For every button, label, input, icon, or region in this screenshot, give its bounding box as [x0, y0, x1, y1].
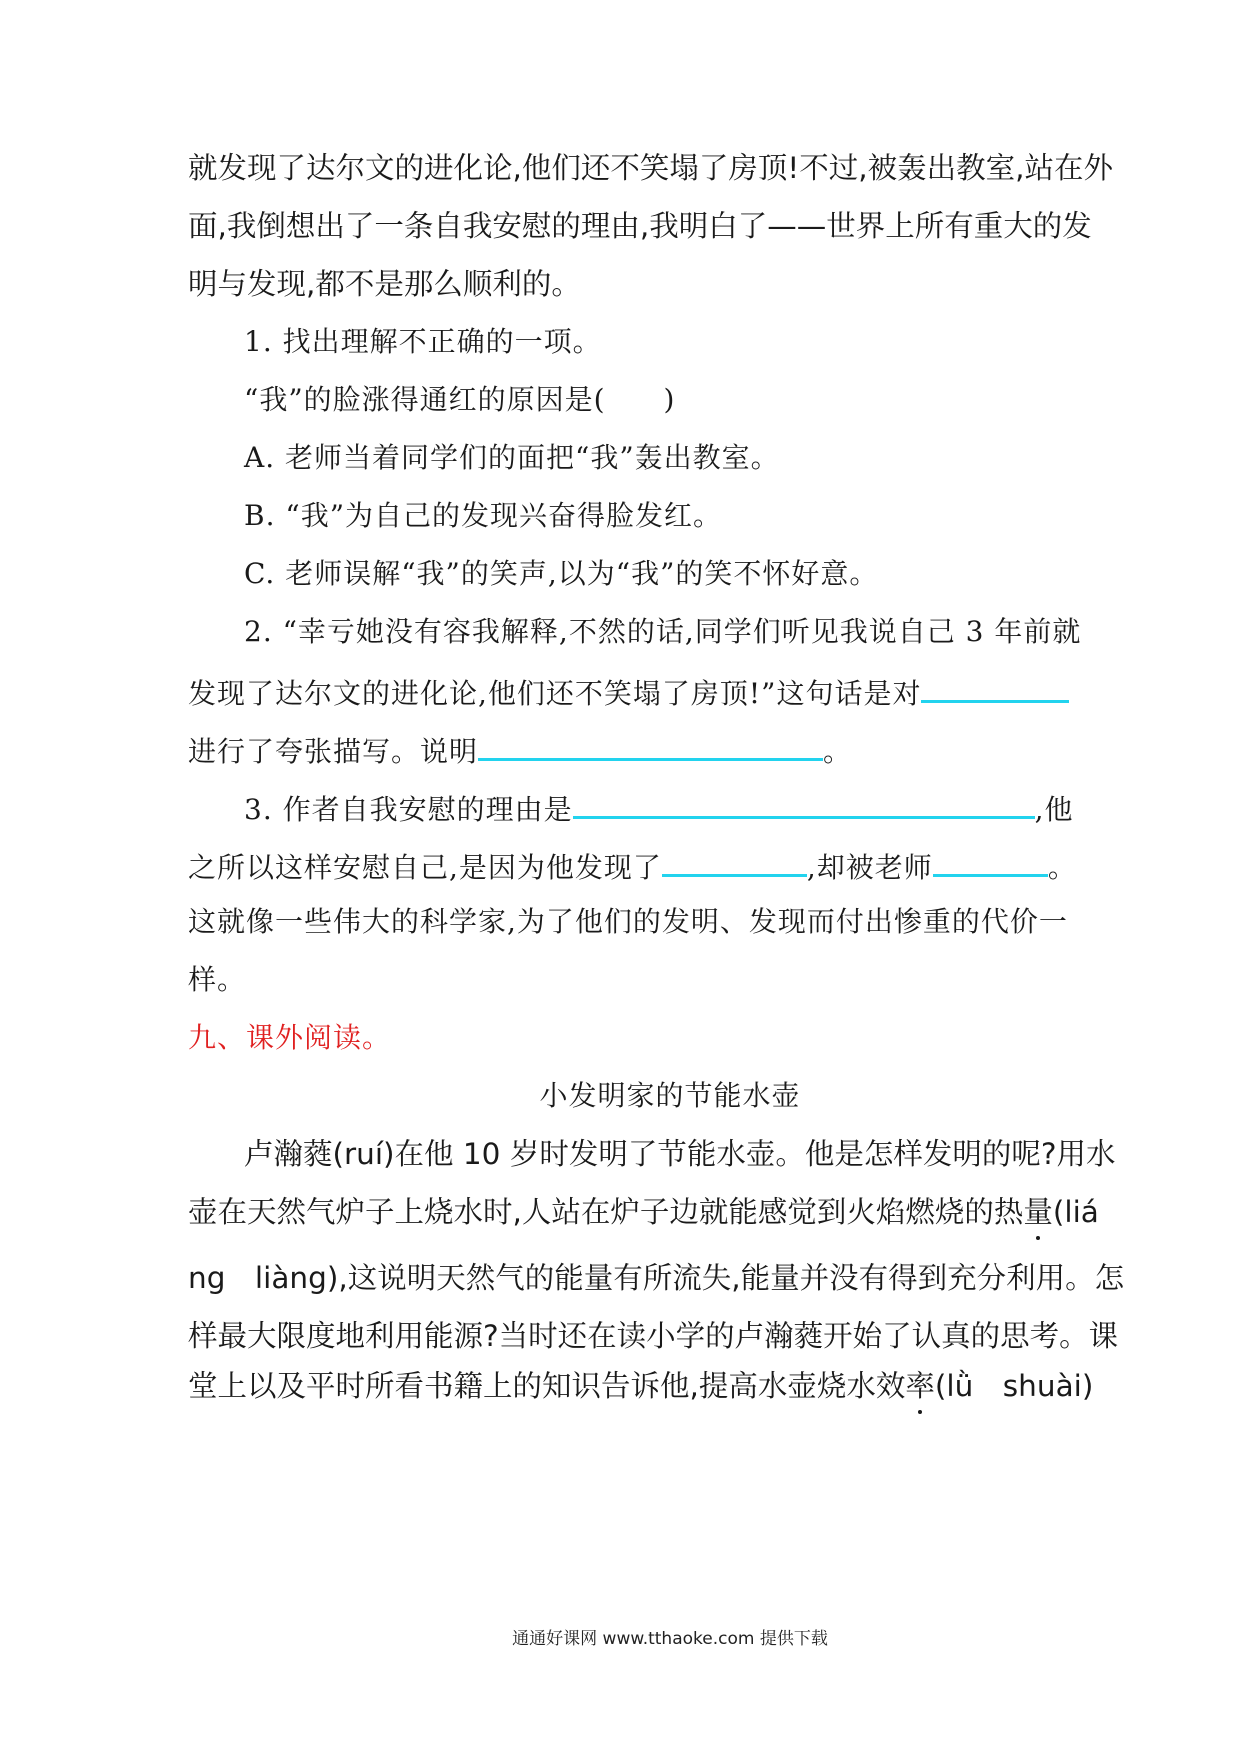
article-line-3: ng liàng),这说明天然气的能量有所流失,能量并没有得到充分利用。怎 — [188, 1261, 1125, 1295]
question-3-line-1-text: 3. 作者自我安慰的理由是 — [244, 793, 573, 826]
question-2-line-1: 2. “幸亏她没有容我解释,不然的话,同学们听见我说自己 3 年前就 — [244, 615, 1082, 648]
question-2-line-2-text: 发现了达尔文的进化论,他们还不笑塌了房顶!”这句话是对 — [188, 677, 922, 710]
dotted-char-lv: 率 — [905, 1366, 935, 1406]
article-line-5 — [188, 1366, 1093, 1406]
question-1-option-b: B. “我”为自己的发现兴奋得脸发红。 — [244, 499, 723, 532]
article-title: 小发明家的节能水壶 — [539, 1079, 801, 1112]
answer-blank-3b[interactable] — [662, 844, 807, 877]
question-3-line-4: 样。 — [188, 963, 247, 996]
answer-blank-2b[interactable] — [478, 728, 823, 761]
question-1-option-c: C. 老师误解“我”的笑声,以为“我”的笑不怀好意。 — [244, 557, 879, 590]
article-line-2 — [188, 1192, 1099, 1232]
question-1-stem: “我”的脸涨得通红的原因是( ) — [244, 383, 676, 416]
question-1-title: 1. 找出理解不正确的一项。 — [244, 325, 602, 358]
question-3-line-1-end: ,他 — [1034, 793, 1074, 826]
page-footer: 通通好课网 www.tthaoke.com 提供下载 — [512, 1629, 828, 1649]
question-3-line-3: 这就像一些伟大的科学家,为了他们的发明、发现而付出惨重的代价一 — [188, 905, 1068, 938]
article-line-2-pinyin: (liá — [1052, 1195, 1099, 1229]
question-2-line-3-text: 进行了夸张描写。说明 — [188, 735, 479, 768]
passage-line-2: 面,我倒想出了一条自我安慰的理由,我明白了——世界上所有重大的发 — [188, 209, 1092, 243]
question-3-line-2-end: 。 — [1047, 851, 1077, 884]
article-line-2-text: 壶在天然气炉子上烧水时,人站在炉子边就能感觉到火焰燃烧的热 — [188, 1195, 1024, 1229]
question-2-line-2 — [188, 670, 1069, 714]
dotted-char-liang: 量 — [1023, 1192, 1053, 1232]
question-3-line-2-text: 之所以这样安慰自己,是因为他发现了 — [188, 851, 662, 884]
question-3-line-1 — [244, 786, 1074, 830]
passage-line-3: 明与发现,都不是那么顺利的。 — [188, 267, 581, 301]
answer-blank-3c[interactable] — [933, 844, 1048, 877]
section-9-heading: 九、课外阅读。 — [188, 1021, 392, 1054]
question-3-line-2-mid: ,却被老师 — [806, 851, 933, 884]
question-1-option-a: A. 老师当着同学们的面把“我”轰出教室。 — [244, 441, 780, 474]
article-line-5-pinyin: (lǜ shuài) — [934, 1369, 1094, 1403]
answer-blank-2a[interactable] — [921, 670, 1069, 703]
article-line-5-text: 堂上以及平时所看书籍上的知识告诉他,提高水壶烧水效 — [188, 1369, 906, 1403]
question-2-line-3 — [188, 728, 852, 772]
answer-blank-3a[interactable] — [573, 786, 1035, 819]
passage-line-1: 就发现了达尔文的进化论,他们还不笑塌了房顶!不过,被轰出教室,站在外 — [188, 151, 1113, 185]
article-line-1: 卢瀚蕤(ruí)在他 10 岁时发明了节能水壶。他是怎样发明的呢?用水 — [244, 1137, 1116, 1171]
question-3-line-2 — [188, 844, 1077, 888]
article-line-4: 样最大限度地利用能源?当时还在读小学的卢瀚蕤开始了认真的思考。课 — [188, 1319, 1119, 1353]
question-2-line-3-end: 。 — [823, 735, 853, 768]
